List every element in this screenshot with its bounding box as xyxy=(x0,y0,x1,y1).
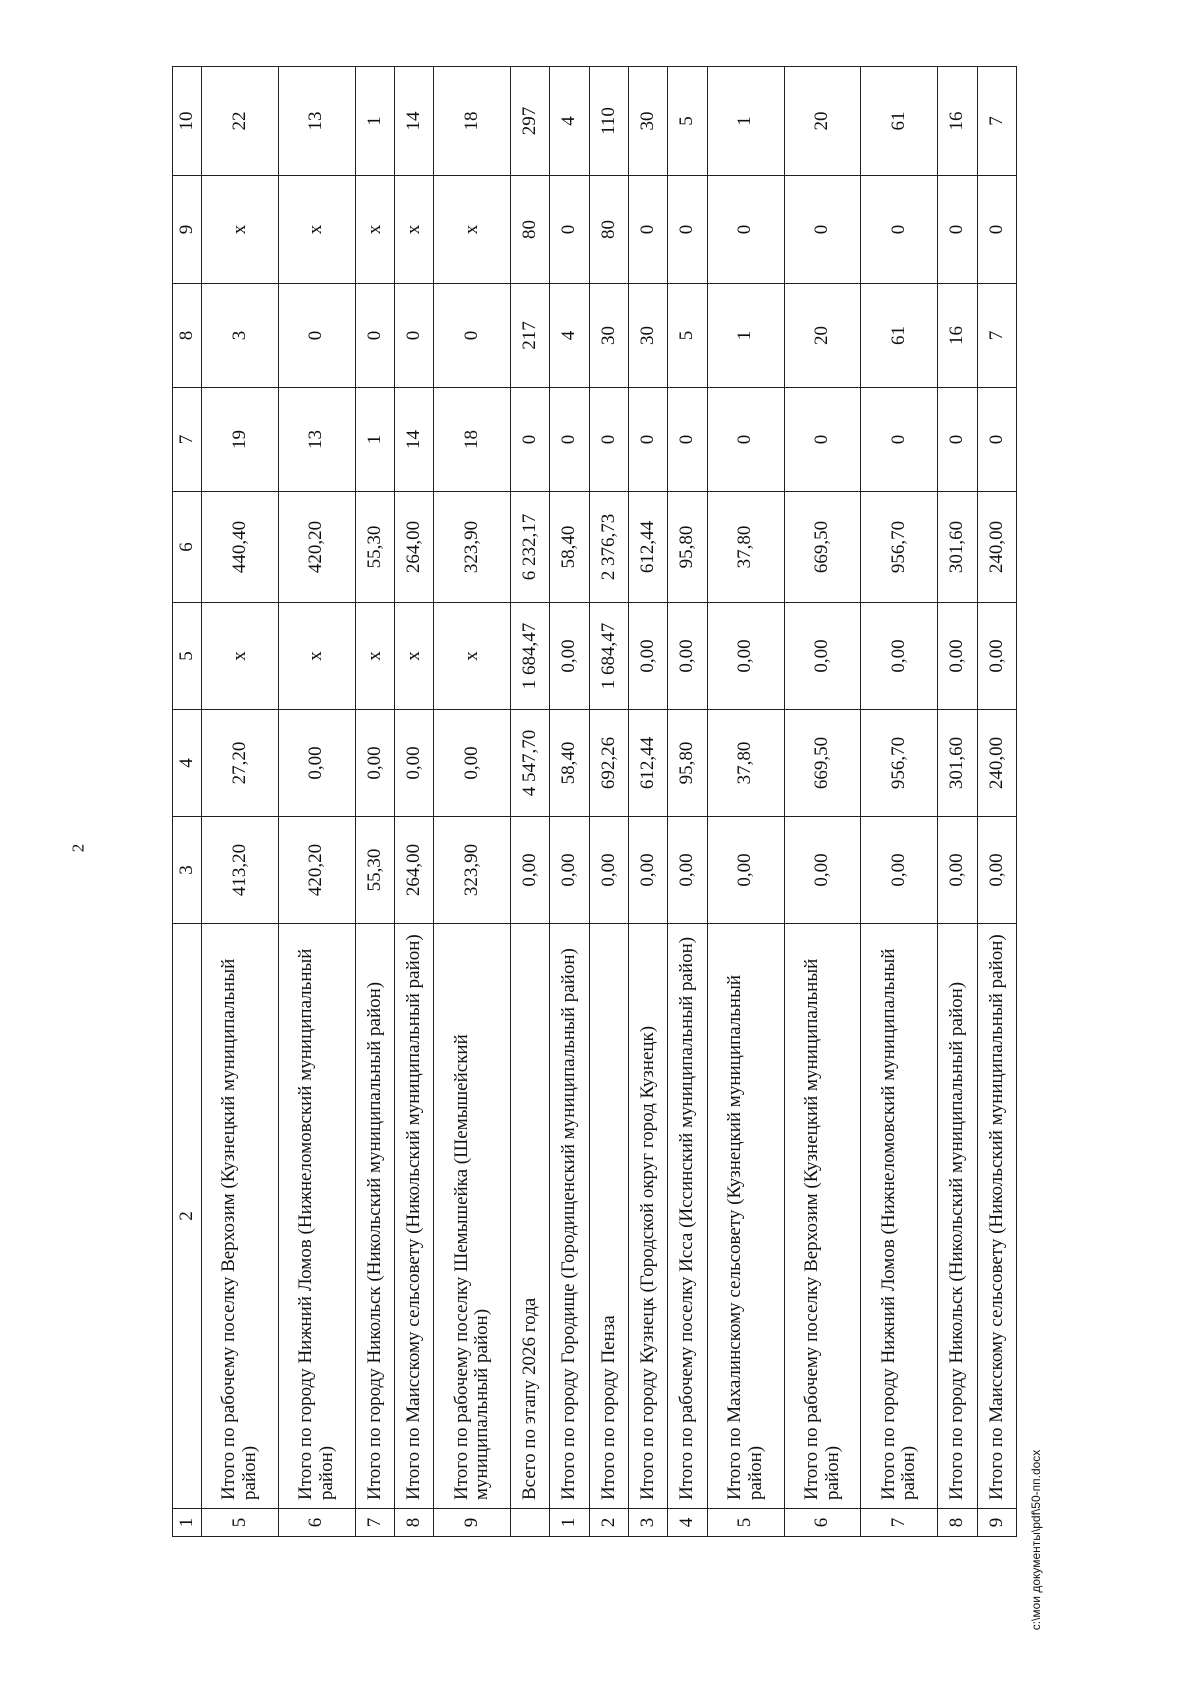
row-name-cell: Итого по Махалинскому сельсовету (Кузнецкий муниципальный район) xyxy=(707,924,784,1509)
value-cell: 692,26 xyxy=(589,710,628,817)
value-cell: 0 xyxy=(278,284,355,388)
value-cell: 1 xyxy=(355,67,394,176)
value-cell: 0,00 xyxy=(668,817,707,924)
row-number-cell: 7 xyxy=(355,1509,394,1537)
value-cell: 0 xyxy=(511,388,550,492)
table-row xyxy=(707,67,784,1537)
value-cell: 0 xyxy=(977,176,1016,284)
value-cell: 30 xyxy=(629,284,668,388)
header-cell: 7 xyxy=(173,388,202,492)
value-cell: 95,80 xyxy=(668,710,707,817)
value-cell: 27,20 xyxy=(202,710,279,817)
value-cell: 0,00 xyxy=(550,603,589,710)
row-number-cell: 9 xyxy=(977,1509,1016,1537)
row-number-cell: 4 xyxy=(668,1509,707,1537)
value-cell: 2 376,73 xyxy=(589,492,628,603)
value-cell: 669,50 xyxy=(784,710,861,817)
value-cell: 18 xyxy=(434,67,511,176)
value-cell: 0,00 xyxy=(511,817,550,924)
value-cell: 0 xyxy=(394,284,433,388)
value-cell: 240,00 xyxy=(977,710,1016,817)
table-row xyxy=(977,67,1016,1537)
value-cell: 6 232,17 xyxy=(511,492,550,603)
value-cell: 16 xyxy=(938,284,977,388)
row-name-cell: Всего по этапу 2026 года xyxy=(511,924,550,1509)
value-cell: 0,00 xyxy=(977,603,1016,710)
value-cell: 0,00 xyxy=(938,817,977,924)
value-cell: 0,00 xyxy=(861,603,938,710)
value-cell: 0,00 xyxy=(668,603,707,710)
value-cell: 55,30 xyxy=(355,817,394,924)
value-cell: 0 xyxy=(668,388,707,492)
value-cell: 0 xyxy=(629,176,668,284)
table-row xyxy=(861,67,938,1537)
row-name-cell: Итого по рабочему поселку Исса (Иссинский муниципальный район) xyxy=(668,924,707,1509)
value-cell: 0 xyxy=(668,176,707,284)
value-cell: 956,70 xyxy=(861,710,938,817)
header-cell: 9 xyxy=(173,176,202,284)
table-row xyxy=(278,67,355,1537)
table-row xyxy=(394,67,433,1537)
value-cell: 0,00 xyxy=(784,603,861,710)
value-cell: 4 xyxy=(550,284,589,388)
value-cell: 22 xyxy=(202,67,279,176)
value-cell: 0 xyxy=(784,388,861,492)
row-number-cell: 5 xyxy=(707,1509,784,1537)
value-cell: 0 xyxy=(938,388,977,492)
value-cell: 30 xyxy=(589,284,628,388)
value-cell: 0,00 xyxy=(589,817,628,924)
value-cell: 0,00 xyxy=(707,603,784,710)
value-cell: 37,80 xyxy=(707,710,784,817)
value-cell: 0,00 xyxy=(861,817,938,924)
row-name-cell: Итого по городу Кузнецк (Городской округ город Кузнецк) xyxy=(629,924,668,1509)
header-cell: 1 xyxy=(173,1509,202,1537)
row-number-cell: 9 xyxy=(434,1509,511,1537)
value-cell: 14 xyxy=(394,388,433,492)
value-cell: 217 xyxy=(511,284,550,388)
value-cell: 0 xyxy=(707,176,784,284)
value-cell: 0 xyxy=(784,176,861,284)
row-number-cell: 6 xyxy=(784,1509,861,1537)
value-cell: 37,80 xyxy=(707,492,784,603)
row-number-cell: 1 xyxy=(550,1509,589,1537)
value-cell: 0,00 xyxy=(977,817,1016,924)
value-cell: 0 xyxy=(861,388,938,492)
value-cell: 20 xyxy=(784,67,861,176)
row-name-cell: Итого по городу Нижний Ломов (Нижнеломовский муниципальный район) xyxy=(861,924,938,1509)
value-cell: 420,20 xyxy=(278,817,355,924)
row-number-cell: 8 xyxy=(938,1509,977,1537)
header-cell: 6 xyxy=(173,492,202,603)
value-cell: x xyxy=(394,176,433,284)
value-cell: x xyxy=(394,603,433,710)
value-cell: 55,30 xyxy=(355,492,394,603)
value-cell: 0,00 xyxy=(550,817,589,924)
row-name-cell: Итого по городу Никольск (Никольский муниципальный район) xyxy=(938,924,977,1509)
value-cell: x xyxy=(355,176,394,284)
value-cell: 956,70 xyxy=(861,492,938,603)
value-cell: 13 xyxy=(278,388,355,492)
value-cell: 61 xyxy=(861,284,938,388)
value-cell: 7 xyxy=(977,67,1016,176)
page-number: 2 xyxy=(68,843,88,853)
value-cell: 1 684,47 xyxy=(589,603,628,710)
value-cell: x xyxy=(434,603,511,710)
header-cell: 5 xyxy=(173,603,202,710)
table-row xyxy=(511,67,550,1537)
row-name-cell: Итого по городу Городище (Городищенский муниципальный район) xyxy=(550,924,589,1509)
row-name-cell: Итого по городу Нижний Ломов (Нижнеломовский муниципальный район) xyxy=(278,924,355,1509)
value-cell: 58,40 xyxy=(550,492,589,603)
row-number-cell: 6 xyxy=(278,1509,355,1537)
value-cell: 0 xyxy=(977,388,1016,492)
row-number-cell: 2 xyxy=(589,1509,628,1537)
value-cell: 0,00 xyxy=(938,603,977,710)
value-cell: 5 xyxy=(668,284,707,388)
value-cell: 413,20 xyxy=(202,817,279,924)
value-cell: 1 684,47 xyxy=(511,603,550,710)
value-cell: 0,00 xyxy=(707,817,784,924)
value-cell: 0 xyxy=(938,176,977,284)
value-cell: 1 xyxy=(707,67,784,176)
value-cell: 30 xyxy=(629,67,668,176)
value-cell: 19 xyxy=(202,388,279,492)
value-cell: 0,00 xyxy=(629,603,668,710)
header-cell: 10 xyxy=(173,67,202,176)
header-cell: 8 xyxy=(173,284,202,388)
table-row xyxy=(784,67,861,1537)
value-cell: 13 xyxy=(278,67,355,176)
value-cell: x xyxy=(278,603,355,710)
row-number-cell: 8 xyxy=(394,1509,433,1537)
value-cell: 297 xyxy=(511,67,550,176)
value-cell: 301,60 xyxy=(938,492,977,603)
row-name-cell: Итого по Маисскому сельсовету (Никольский муниципальный район) xyxy=(977,924,1016,1509)
value-cell: 0 xyxy=(629,388,668,492)
value-cell: 80 xyxy=(511,176,550,284)
value-cell: 16 xyxy=(938,67,977,176)
value-cell: x xyxy=(202,603,279,710)
value-cell: 323,90 xyxy=(434,817,511,924)
value-cell: 4 xyxy=(550,67,589,176)
value-cell: 0,00 xyxy=(629,817,668,924)
value-cell: 420,20 xyxy=(278,492,355,603)
value-cell: 612,44 xyxy=(629,492,668,603)
value-cell: 0 xyxy=(355,284,394,388)
header-cell: 3 xyxy=(173,817,202,924)
value-cell: x xyxy=(355,603,394,710)
row-name-cell: Итого по рабочему поселку Верхозим (Кузнецкий муниципальный район) xyxy=(202,924,279,1509)
row-name-cell: Итого по рабочему поселку Шемышейка (Шемышейский муниципальный район) xyxy=(434,924,511,1509)
value-cell: 5 xyxy=(668,67,707,176)
table-row xyxy=(550,67,589,1537)
value-cell: 0,00 xyxy=(355,710,394,817)
value-cell: 18 xyxy=(434,388,511,492)
value-cell: 95,80 xyxy=(668,492,707,603)
table-row xyxy=(629,67,668,1537)
value-cell: x xyxy=(434,176,511,284)
row-number-cell: 3 xyxy=(629,1509,668,1537)
value-cell: 0,00 xyxy=(784,817,861,924)
value-cell: 7 xyxy=(977,284,1016,388)
value-cell: 1 xyxy=(355,388,394,492)
value-cell: 14 xyxy=(394,67,433,176)
table-row xyxy=(355,67,394,1537)
value-cell: 110 xyxy=(589,67,628,176)
table-row xyxy=(434,67,511,1537)
value-cell: 0 xyxy=(707,388,784,492)
value-cell: 0,00 xyxy=(434,710,511,817)
value-cell: x xyxy=(202,176,279,284)
row-name-cell: Итого по Маисскому сельсовету (Никольский муниципальный район) xyxy=(394,924,433,1509)
row-name-cell: Итого по городу Никольск (Никольский муниципальный район) xyxy=(355,924,394,1509)
header-row xyxy=(173,67,202,1537)
value-cell: 612,44 xyxy=(629,710,668,817)
table-row xyxy=(938,67,977,1537)
value-cell: 0 xyxy=(550,388,589,492)
value-cell: 0 xyxy=(589,388,628,492)
value-cell: 0 xyxy=(434,284,511,388)
value-cell: 0,00 xyxy=(394,710,433,817)
value-cell: 440,40 xyxy=(202,492,279,603)
value-cell: 3 xyxy=(202,284,279,388)
value-cell: 61 xyxy=(861,67,938,176)
value-cell: 669,50 xyxy=(784,492,861,603)
row-number-cell xyxy=(511,1509,550,1537)
table-row xyxy=(668,67,707,1537)
data-table xyxy=(172,66,1017,1537)
value-cell: 4 547,70 xyxy=(511,710,550,817)
table-row xyxy=(589,67,628,1537)
value-cell: 20 xyxy=(784,284,861,388)
table-row xyxy=(202,67,279,1537)
value-cell: 323,90 xyxy=(434,492,511,603)
value-cell: 0 xyxy=(861,176,938,284)
row-number-cell: 5 xyxy=(202,1509,279,1537)
value-cell: 1 xyxy=(707,284,784,388)
value-cell: 264,00 xyxy=(394,817,433,924)
row-name-cell: Итого по городу Пенза xyxy=(589,924,628,1509)
value-cell: 301,60 xyxy=(938,710,977,817)
row-name-cell: Итого по рабочему поселку Верхозим (Кузнецкий муниципальный район) xyxy=(784,924,861,1509)
header-cell: 2 xyxy=(173,924,202,1509)
row-number-cell: 7 xyxy=(861,1509,938,1537)
value-cell: 264,00 xyxy=(394,492,433,603)
value-cell: 58,40 xyxy=(550,710,589,817)
footer-file-path: c:\мои документы\pdf\50-пп.docx xyxy=(1029,1449,1043,1631)
value-cell: x xyxy=(278,176,355,284)
value-cell: 240,00 xyxy=(977,492,1016,603)
value-cell: 0,00 xyxy=(278,710,355,817)
rotated-table-container xyxy=(172,67,1017,1537)
value-cell: 0 xyxy=(550,176,589,284)
value-cell: 80 xyxy=(589,176,628,284)
header-cell: 4 xyxy=(173,710,202,817)
